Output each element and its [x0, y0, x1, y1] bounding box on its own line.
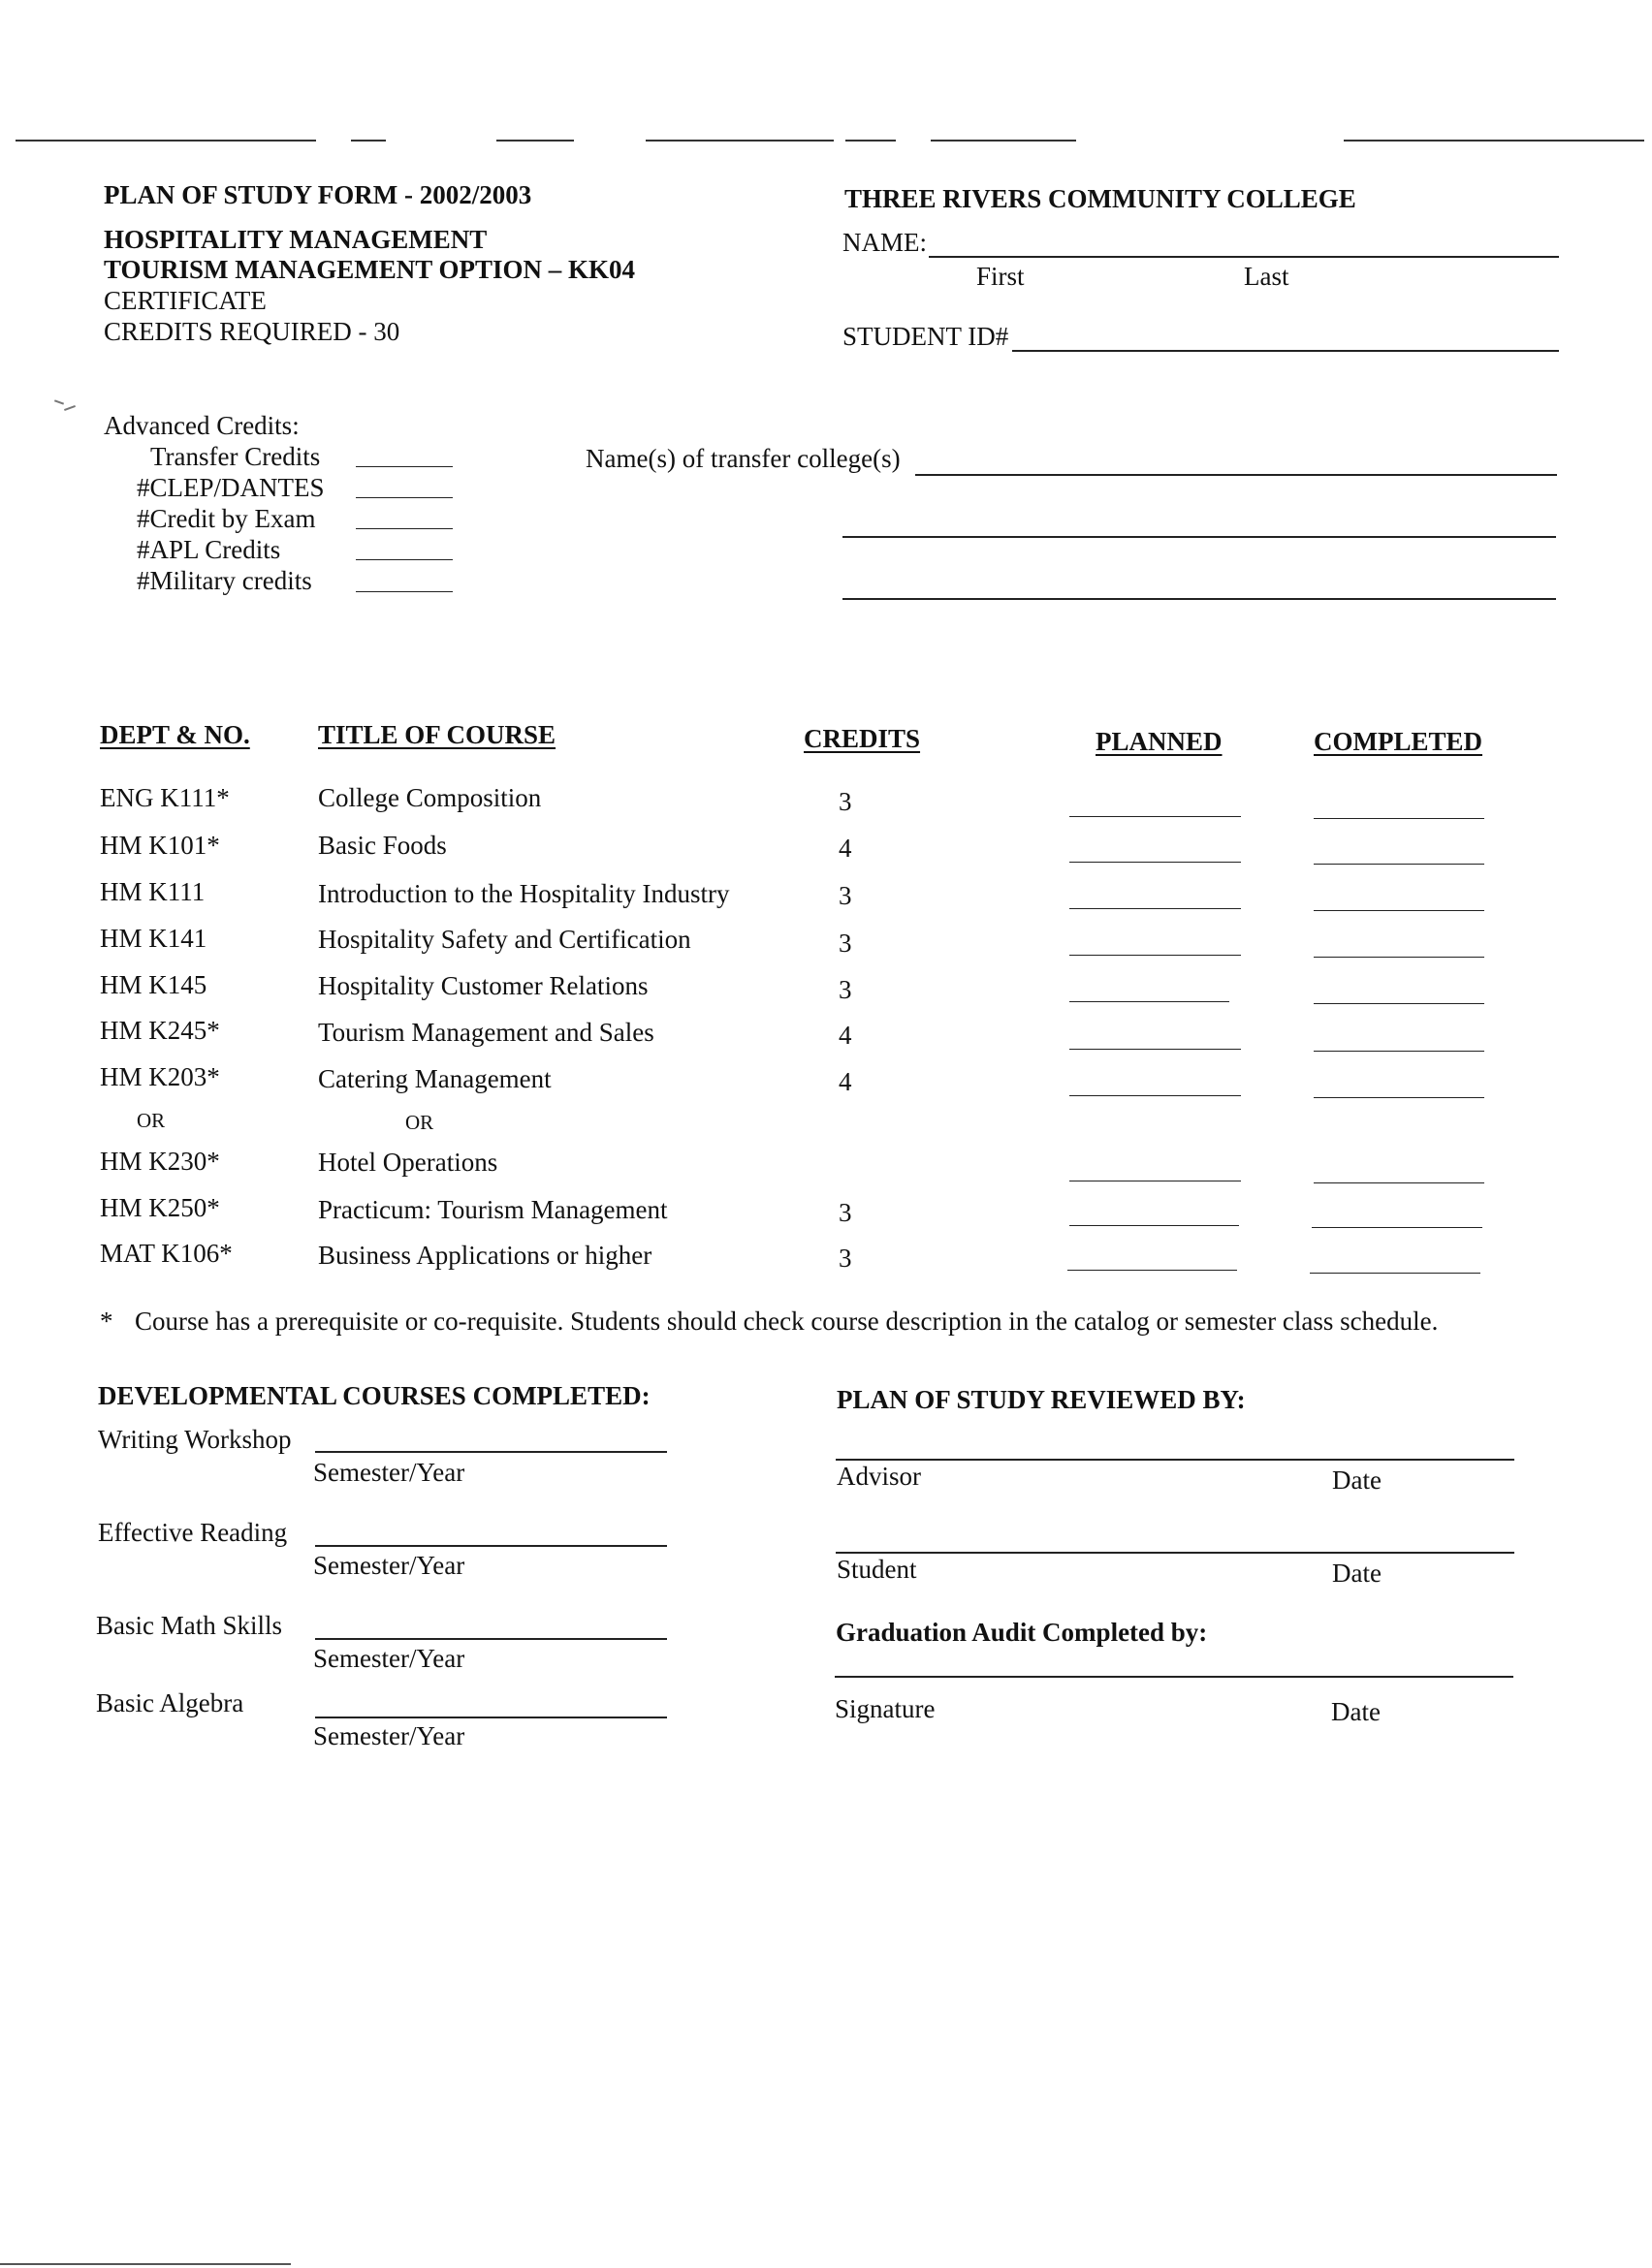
transfer-credits-label: Transfer Credits: [150, 442, 321, 471]
course-title: Catering Management: [318, 1064, 552, 1093]
apl-credits-label: #APL Credits: [137, 535, 281, 564]
or-divider: OR: [405, 1111, 434, 1134]
advisor-caption: Advisor: [837, 1462, 921, 1491]
course-credits: 4: [839, 834, 852, 863]
col-header-title: TITLE OF COURSE: [318, 720, 556, 749]
transfer-college-label: Name(s) of transfer college(s): [586, 444, 901, 473]
advisor-signature-field[interactable]: [836, 1459, 1514, 1461]
completed-field[interactable]: [1314, 1182, 1484, 1183]
scan-speck: [54, 399, 64, 404]
transfer-college-field-1[interactable]: [915, 474, 1557, 476]
planned-field[interactable]: [1069, 1001, 1229, 1002]
military-credits-label: #Military credits: [137, 566, 312, 595]
course-dept: HM K245*: [100, 1016, 220, 1045]
course-dept: HM K230*: [100, 1147, 220, 1176]
course-dept: MAT K106*: [100, 1239, 233, 1268]
audit-signature-field[interactable]: [835, 1676, 1513, 1678]
completed-field[interactable]: [1314, 818, 1484, 819]
completed-field[interactable]: [1314, 957, 1484, 958]
footnote-text: Course has a prerequisite or co-requisite. Students should check course description in the catalog or semester class schedule.: [135, 1307, 1439, 1336]
program-name: HOSPITALITY MANAGEMENT: [104, 225, 488, 254]
planned-field[interactable]: [1069, 1095, 1241, 1096]
col-header-credits: CREDITS: [804, 724, 921, 753]
course-title: Tourism Management and Sales: [318, 1018, 654, 1047]
advanced-credits-heading: Advanced Credits:: [104, 411, 300, 440]
certificate-label: CERTIFICATE: [104, 286, 267, 315]
course-credits: 4: [839, 1021, 852, 1050]
course-credits: 4: [839, 1067, 852, 1096]
option-name: TOURISM MANAGEMENT OPTION – KK04: [104, 255, 636, 284]
course-credits: 3: [839, 787, 852, 816]
effective-reading-field[interactable]: [315, 1545, 667, 1547]
course-dept: HM K250*: [100, 1193, 220, 1222]
col-header-dept: DEPT & NO.: [100, 720, 250, 749]
course-dept: HM K111: [100, 877, 206, 906]
or-divider: OR: [137, 1109, 166, 1132]
footnote-asterisk: *: [100, 1307, 113, 1336]
name-field[interactable]: [929, 256, 1559, 258]
course-title: College Composition: [318, 783, 542, 812]
basic-math-field[interactable]: [315, 1638, 667, 1640]
student-signature-field[interactable]: [836, 1552, 1514, 1554]
col-header-planned: PLANNED: [1096, 727, 1223, 756]
semester-year-caption: Semester/Year: [313, 1644, 465, 1673]
course-title: Hotel Operations: [318, 1148, 498, 1177]
apl-credits-field[interactable]: [356, 559, 453, 560]
clep-dantes-field[interactable]: [356, 497, 453, 498]
signature-date-caption: Date: [1331, 1697, 1381, 1726]
credit-by-exam-label: #Credit by Exam: [137, 504, 316, 533]
writing-workshop-label: Writing Workshop: [98, 1425, 292, 1454]
course-dept: HM K145: [100, 970, 207, 999]
planned-field[interactable]: [1069, 1049, 1241, 1050]
course-title: Hospitality Customer Relations: [318, 971, 649, 1000]
credit-by-exam-field[interactable]: [356, 528, 453, 529]
course-credits: 3: [839, 975, 852, 1004]
scan-edge-line: [0, 2263, 291, 2265]
course-dept: HM K101*: [100, 831, 220, 860]
developmental-heading: DEVELOPMENTAL COURSES COMPLETED:: [98, 1381, 651, 1410]
student-id-label: STUDENT ID#: [842, 322, 1009, 351]
planned-field[interactable]: [1069, 816, 1241, 817]
effective-reading-label: Effective Reading: [98, 1518, 288, 1547]
transfer-college-field-2[interactable]: [842, 536, 1556, 538]
completed-field[interactable]: [1314, 910, 1484, 911]
last-name-caption: Last: [1244, 262, 1289, 291]
first-name-caption: First: [976, 262, 1025, 291]
course-credits: 3: [839, 929, 852, 958]
planned-field[interactable]: [1069, 1225, 1239, 1226]
semester-year-caption: Semester/Year: [313, 1551, 465, 1580]
student-id-field[interactable]: [1012, 350, 1559, 352]
course-credits: 3: [839, 881, 852, 910]
semester-year-caption: Semester/Year: [313, 1721, 465, 1750]
form-title: PLAN OF STUDY FORM - 2002/2003: [104, 180, 532, 209]
student-date-caption: Date: [1332, 1559, 1382, 1588]
course-credits: 3: [839, 1244, 852, 1273]
completed-field[interactable]: [1312, 1227, 1482, 1228]
course-title: Practicum: Tourism Management: [318, 1195, 668, 1224]
transfer-credits-field[interactable]: [356, 466, 453, 467]
basic-algebra-field[interactable]: [315, 1717, 667, 1718]
name-label: NAME:: [842, 228, 927, 257]
planned-field[interactable]: [1069, 955, 1241, 956]
advisor-date-caption: Date: [1332, 1465, 1382, 1495]
college-name: THREE RIVERS COMMUNITY COLLEGE: [844, 184, 1356, 213]
writing-workshop-field[interactable]: [315, 1451, 667, 1453]
planned-field[interactable]: [1067, 1270, 1237, 1271]
course-credits: 3: [839, 1198, 852, 1227]
student-caption: Student: [837, 1555, 917, 1584]
clep-dantes-label: #CLEP/DANTES: [137, 473, 325, 502]
basic-algebra-label: Basic Algebra: [96, 1688, 244, 1717]
review-heading: PLAN OF STUDY REVIEWED BY:: [837, 1385, 1246, 1414]
course-title: Introduction to the Hospitality Industry: [318, 879, 730, 908]
semester-year-caption: Semester/Year: [313, 1458, 465, 1487]
completed-field[interactable]: [1314, 1051, 1484, 1052]
transfer-college-field-3[interactable]: [842, 598, 1556, 600]
completed-field[interactable]: [1314, 864, 1484, 865]
course-title: Hospitality Safety and Certification: [318, 925, 691, 954]
course-dept: HM K203*: [100, 1062, 220, 1091]
signature-caption: Signature: [835, 1694, 936, 1723]
planned-field[interactable]: [1069, 908, 1241, 909]
course-title: Basic Foods: [318, 831, 447, 860]
credits-required: CREDITS REQUIRED - 30: [104, 317, 400, 346]
graduation-audit-heading: Graduation Audit Completed by:: [836, 1618, 1208, 1647]
basic-math-label: Basic Math Skills: [96, 1611, 283, 1640]
scan-speck: [64, 405, 76, 411]
completed-field[interactable]: [1310, 1273, 1480, 1274]
course-dept: HM K141: [100, 924, 207, 953]
completed-field[interactable]: [1314, 1097, 1484, 1098]
planned-field[interactable]: [1069, 862, 1241, 863]
course-title: Business Applications or higher: [318, 1241, 652, 1270]
completed-field[interactable]: [1314, 1003, 1484, 1004]
col-header-completed: COMPLETED: [1314, 727, 1483, 756]
course-dept: ENG K111*: [100, 783, 230, 812]
military-credits-field[interactable]: [356, 591, 453, 592]
